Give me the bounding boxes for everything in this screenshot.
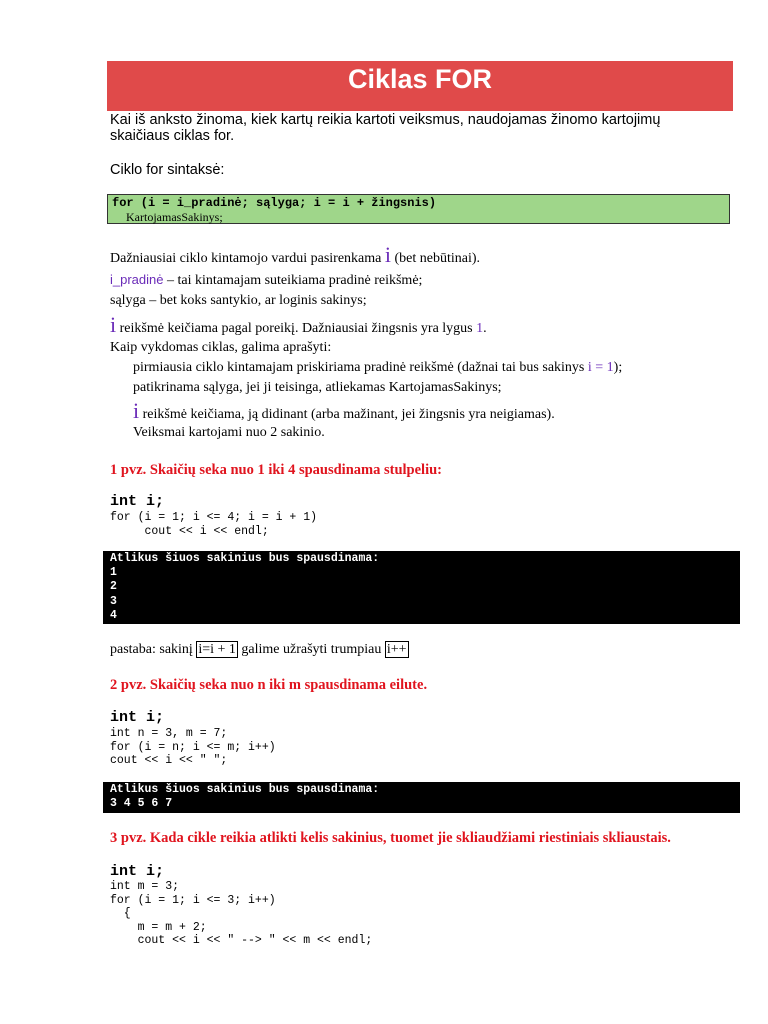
explain-line-3: sąlyga – bet koks santykio, ar loginis sakinys; (110, 293, 367, 308)
example-3-declaration: int i; (110, 863, 165, 880)
example-2-code: int n = 3, m = 7; for (i = n; i <= m; i++) cout << i << " "; (110, 727, 276, 767)
example-1-heading: 1 pvz. Skaičių seka nuo 1 iki 4 spausdinama stulpeliu: (110, 462, 442, 478)
syntax-box (107, 194, 730, 224)
var-i-pradine: i_pradinė (110, 272, 164, 287)
syntax-line-2: KartojamasSakinys; (126, 210, 223, 224)
step-3: i reikšmė keičiama, ją didinant (arba mažinant, jei žingsnis yra neigiamas). (133, 398, 555, 423)
step-4: Veiksmai kartojami nuo 2 sakinio. (133, 425, 325, 440)
example-3-heading: 3 pvz. Kada cikle reikia atlikti kelis sakinius, tuomet jie skliaudžiami riestiniais skliaustais. (110, 830, 671, 846)
example-1-declaration: int i; (110, 493, 165, 510)
example-1-console-output: Atlikus šiuos sakinius bus spausdinama: 1 2 3 4 (103, 551, 740, 624)
step-2: patikrinama sąlyga, jei ji teisinga, atliekamas KartojamasSakinys; (133, 380, 502, 395)
explain-line-5: Kaip vykdomas ciklas, galima aprašyti: (110, 340, 332, 355)
explain-line-4: i reikšmė keičiama pagal poreikį. Dažniausiai žingsnis yra lygus 1. (110, 312, 487, 337)
example-2-console-output: Atlikus šiuos sakinius bus spausdinama: 3 4 5 6 7 (103, 782, 740, 813)
syntax-line-1: for (i = i_pradinė; sąlyga; i = i + žingsnis) (112, 196, 437, 210)
example-2-declaration: int i; (110, 709, 165, 726)
loop-variable-i: i (384, 242, 391, 267)
syntax-label: Ciklo for sintaksė: (110, 162, 225, 178)
intro-paragraph: Kai iš anksto žinoma, kiek kartų reikia kartoti veiksmus, naudojamas žinomo kartojimų skaičiaus ciklas for. (110, 112, 661, 144)
example-2-heading: 2 pvz. Skaičių seka nuo n iki m spausdinama eilute. (110, 677, 428, 693)
step-1: pirmiausia ciklo kintamajam priskiriama pradinė reikšmė (dažnai tai bus sakinys i = 1); (133, 360, 623, 375)
explain-line-2: i_pradinė – tai kintamajam suteikiama pradinė reikšmė; (110, 272, 423, 288)
note-line: pastaba: sakinį i=i + 1 galime užrašyti trumpiau i++ (110, 642, 407, 657)
explain-line-1: Dažniausiai ciklo kintamojo vardui pasirenkama i (bet nebūtinai). (110, 242, 481, 267)
example-1-code: for (i = 1; i <= 4; i = i + 1) cout << i << endl; (110, 511, 318, 538)
code-box-short-increment: i++ (386, 642, 407, 657)
code-box-increment: i=i + 1 (198, 642, 236, 657)
page-title: Ciklas FOR (107, 61, 733, 111)
example-3-code: int m = 3; for (i = 1; i <= 3; i++) { m = m + 2; cout << i << " --> " << m << endl; (110, 880, 373, 947)
